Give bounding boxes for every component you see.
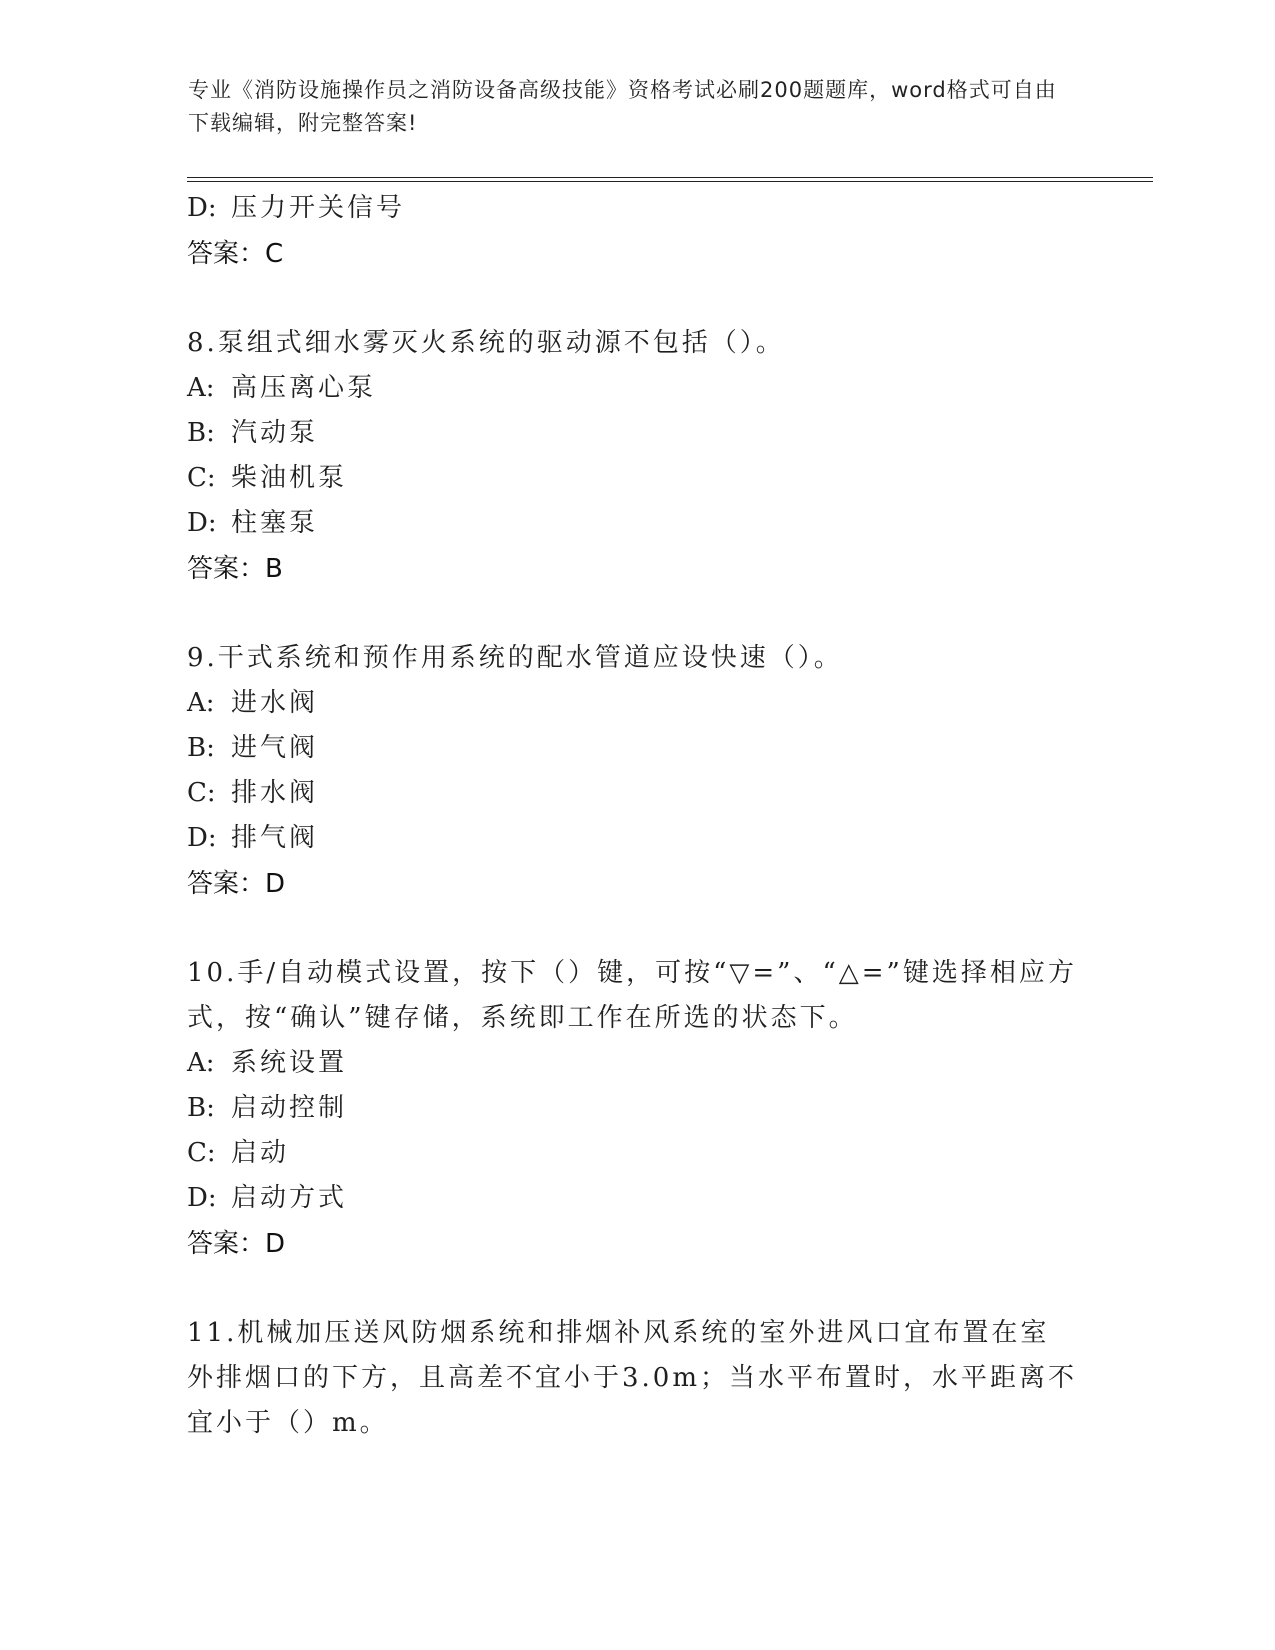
option-text: 进水阀 [231,688,319,718]
option-text: 启动控制 [231,1093,348,1123]
option-row [187,1041,1087,1086]
option-row [187,366,1087,411]
option-text: 进气阀 [231,733,319,763]
option-row [187,771,1087,816]
option-text: 压力开关信号 [231,193,406,223]
option-text: 汽动泵 [231,418,319,448]
option-text: 排气阀 [231,823,319,853]
option-row [187,501,1087,546]
option-row [187,411,1087,456]
question-text: 10.手/自动模式设置，按下（）键，可按“▽=”、“△=”键选择相应方式，按“确认”键存储，系统即工作在所选的状态下。 [187,958,1077,1033]
option-text: 高压离心泵 [231,373,377,403]
option-row [187,1131,1087,1176]
option-letter: C: [187,778,216,808]
answer-line: 答案：B [187,554,283,584]
option-letter: A: [187,1048,215,1078]
document-header: 专业《消防设施操作员之消防设备高级技能》资格考试必刷200题题库，word格式可自由下载编辑，附完整答案! [188,78,1057,135]
option-letter: C: [187,1138,216,1168]
option-letter: D: [187,508,217,538]
option-row [187,681,1087,726]
option-row [187,456,1087,501]
question-text: 8.泵组式细水雾灭火系统的驱动源不包括（）。 [187,328,785,358]
option-letter: B: [187,418,215,448]
option-row [187,1176,1087,1221]
option-letter: A: [187,688,215,718]
option-row [187,186,1087,231]
option-letter: A: [187,373,215,403]
option-row [187,816,1087,861]
option-text: 系统设置 [231,1048,348,1078]
answer-line: 答案：D [187,1229,286,1259]
answer-line: 答案：C [187,239,284,269]
option-text: 启动方式 [231,1183,348,1213]
answer-line: 答案：D [187,869,286,899]
option-text: 柱塞泵 [231,508,319,538]
option-letter: B: [187,1093,215,1123]
header-rule-top [187,177,1153,178]
option-text: 柴油机泵 [231,463,348,493]
option-text: 启动 [231,1138,290,1168]
option-text: 排水阀 [231,778,319,808]
question-text: 11.机械加压送风防烟系统和排烟补风系统的室外进风口宜布置在室外排烟口的下方，且高差不宜小于3.0m；当水平布置时，水平距离不宜小于（）m。 [187,1318,1078,1438]
option-letter: D: [187,1183,217,1213]
header-rule-bottom [187,181,1153,182]
option-letter: D: [187,823,217,853]
option-letter: D: [187,193,217,223]
question-content [187,186,1087,1446]
option-letter: B: [187,733,215,763]
option-letter: C: [187,463,216,493]
option-row [187,1086,1087,1131]
option-row [187,726,1087,771]
question-text: 9.干式系统和预作用系统的配水管道应设快速（）。 [187,643,843,673]
